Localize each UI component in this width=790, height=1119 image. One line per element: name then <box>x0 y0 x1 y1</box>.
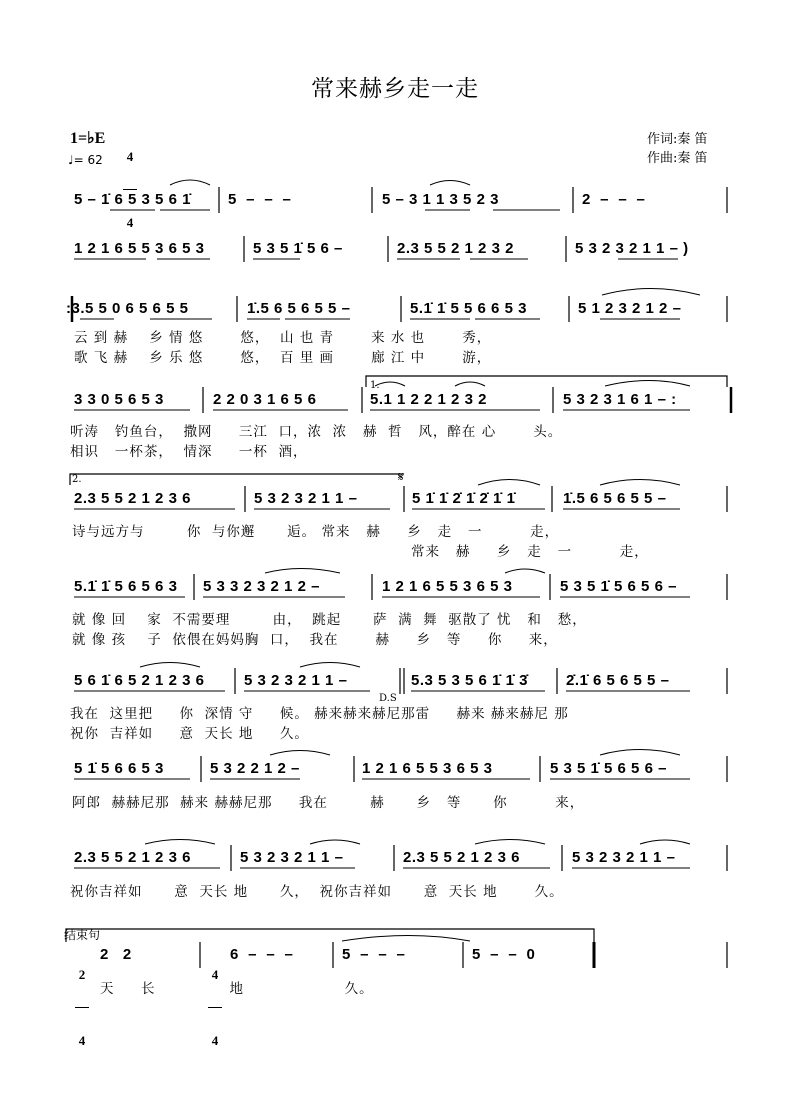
measure: 2 2 <box>100 946 132 963</box>
measure: 5 – – 0 <box>472 946 536 963</box>
segno-mark: 𝄋 <box>398 470 404 485</box>
time-signature-bottom: 4 <box>126 215 134 230</box>
measure: 2.3 5 5 2 1 2 3 2 <box>397 240 514 257</box>
lyric-line: 天 长 地 久。 <box>100 981 374 997</box>
key-signature: 1=♭E <box>70 130 106 147</box>
volta-bracket <box>70 474 404 485</box>
ending-label: 结束句 <box>64 928 101 942</box>
measure: 5 3 2 3 2 1 1 – <box>240 849 344 866</box>
measure: 5 – 1̇ 6 5 3 5 6 1̇ <box>74 191 191 208</box>
measure: 5 3 2 3 1 6 1 – : <box>563 391 677 408</box>
measure: 5 3 2 3 2 1 1 – <box>254 490 358 507</box>
lyric-line: 就 像 孩 子 依偎在妈妈胸 口， 我在 赫 乡 等 你 来， <box>72 632 558 648</box>
ds-mark: D.S <box>379 693 397 704</box>
measure: 2 2 0 3 1 6 5 6 <box>213 391 317 408</box>
lyric-line: 祝你 吉祥如 意 天长 地 久。 <box>70 726 309 742</box>
measure: 1̇.5 6 5 6 5 5 – <box>247 300 351 317</box>
volta-one-label: 1. <box>370 380 380 391</box>
measure: 5 3 5 1̇ 5 6 5 6 – <box>560 578 677 595</box>
lyric-line: 祝你吉祥如 意 天长 地 久， 祝你吉祥如 意 天长 地 久。 <box>70 884 564 900</box>
tempo-marking: ♩= 62 <box>68 153 103 167</box>
measure: 5.1̇ 1̇ 5 5 6 6 5 3 <box>410 300 527 317</box>
measure: 1 2 1 6 5 5 3 6 5 3 <box>74 240 205 257</box>
measure: 5 – – – <box>228 191 292 208</box>
measure: 5 3 2 2 1 2 – <box>210 760 300 777</box>
measure: 5 3 2 3 2 1 1 – ) <box>575 240 689 257</box>
measure: 5 3 5 1̇ 5 6 – <box>253 240 343 257</box>
lyric-line: 歌 飞 赫 乡 乐 悠 悠， 百 里 画 廊 江 中 游， <box>74 350 492 366</box>
ending-bracket <box>66 929 594 942</box>
lyric-line: 我在 这里把 你 深情 守 候。 赫来赫来赫尼那雷 赫来 赫来赫尼 那 <box>70 706 569 722</box>
measure: 5.3 5 3 5 6 1̇ 1̇ 3̇ <box>411 672 528 689</box>
time-change-top: 2 <box>78 967 86 982</box>
measure: 2̇.1̇ 6 5 6 5 5 – <box>566 672 670 689</box>
time-signature-top: 4 <box>126 149 134 164</box>
volta-two-label: 2. <box>72 474 82 485</box>
measure: 1̇.5 6 5 6 5 5 – <box>563 490 667 507</box>
measure: 5.1 1 2 2 1 2 3 2 <box>370 391 487 408</box>
time-change-bottom: 4 <box>78 1033 86 1048</box>
measure: 5 3 2 3 2 1 1 – <box>244 672 348 689</box>
measure: :3.5 5 0 6 5 6 5 5 <box>66 300 189 317</box>
measure: 2.3 5 5 2 1 2 3 6 <box>74 490 191 507</box>
measure: 1 2 1 6 5 5 3 6 5 3 <box>382 578 513 595</box>
lyricist-credit: 作词:秦 笛 <box>647 132 708 147</box>
composer-credit: 作曲:秦 笛 <box>647 151 708 166</box>
measure: 5 3 2 3 2 1 1 – <box>572 849 676 866</box>
measure: 5 – 3 1 1 3 5 2 3 <box>382 191 499 208</box>
measure: 1 2 1 6 5 5 3 6 5 3 <box>362 760 493 777</box>
measure: 5 3 5 1̇ 5 6 5 6 – <box>550 760 667 777</box>
volta-bracket <box>366 376 727 387</box>
lyric-line: 常来 赫 乡 走 一 走， <box>411 544 649 560</box>
measure: 5 3 3 2 3 2 1 2 – <box>203 578 320 595</box>
measure: 5.1̇ 1̇ 5 6 5 6 3 <box>74 578 178 595</box>
lyric-line: 诗与远方与 你 与你邂 逅。 常来 赫 乡 走 一 走， <box>72 524 560 540</box>
measure: 3 3 0 5 6 5 3 <box>74 391 164 408</box>
time-change-top: 4 <box>211 967 219 982</box>
measure: 5 1 2 3 2 1 2 – <box>578 300 682 317</box>
measure: 5 1̇ 1̇ 2̇ 1̇ 2̇ 1̇ 1̇ <box>412 490 516 507</box>
measure: 2.3 5 5 2 1 2 3 6 <box>403 849 520 866</box>
measure: 5 – – – <box>342 946 406 963</box>
time-change-bottom: 4 <box>211 1033 219 1048</box>
lyric-line: 云 到 赫 乡 情 悠 悠， 山 也 青 来 水 也 秀， <box>74 330 492 346</box>
song-title: 常来赫乡走一走 <box>311 76 479 102</box>
lyric-line: 相识 一杯茶， 情深 一杯 酒， <box>70 444 308 460</box>
measure: 2 – – – <box>582 191 646 208</box>
measure: 6 – – – <box>230 946 294 963</box>
lyric-line: 阿郎 赫赫尼那 赫来 赫赫尼那 我在 赫 乡 等 你 来， <box>72 795 585 811</box>
measure: 5 1̇ 5 6 6 5 3 <box>74 760 164 777</box>
lyric-line: 就 像 回 家 不需要理 由， 跳起 萨 满 舞 驱散了 忧 和 愁， <box>72 612 587 628</box>
lyric-line: 听涛 钓鱼台， 撒网 三江 口，浓 浓 赫 哲 风，醉在 心 头。 <box>70 424 563 440</box>
measure: 2.3 5 5 2 1 2 3 6 <box>74 849 191 866</box>
measure: 5 6 1̇ 6 5 2 1 2 3 6 <box>74 672 205 689</box>
